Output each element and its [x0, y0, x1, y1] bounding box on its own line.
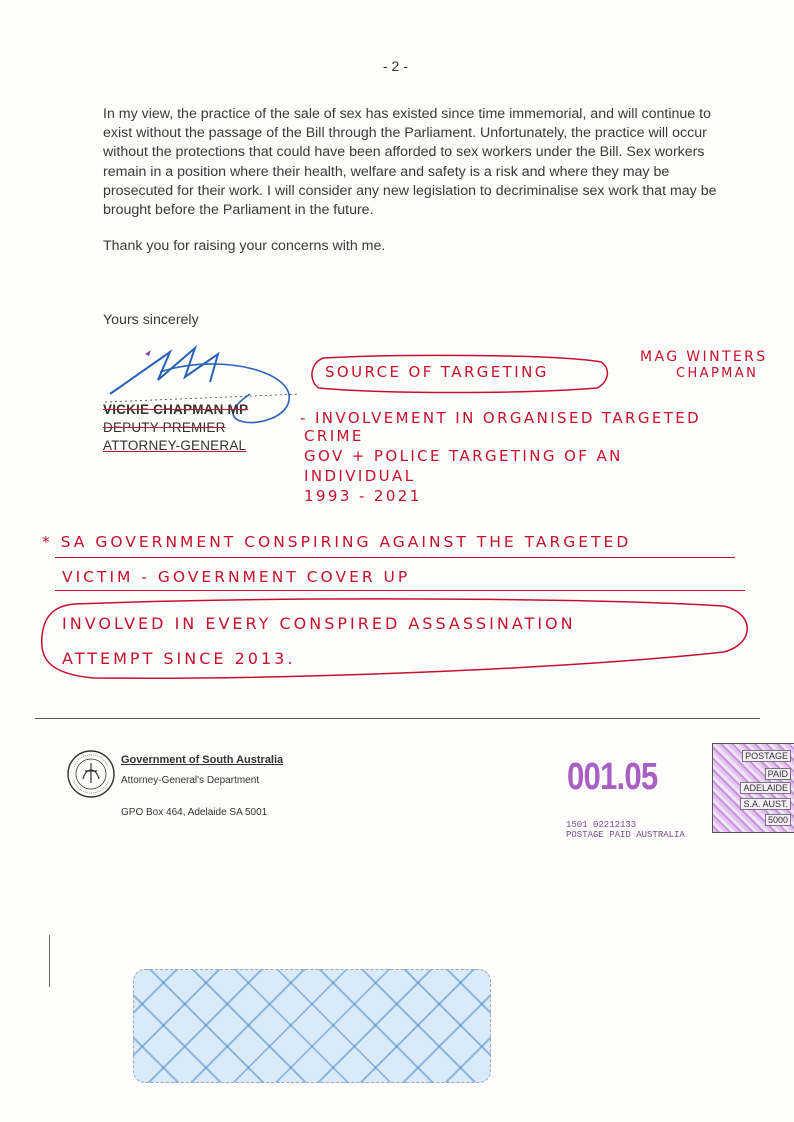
involvement-note-1: - INVOLVEMENT IN ORGANISED TARGETED — [300, 409, 702, 427]
signatory-name: VICKIE CHAPMAN MP — [103, 402, 249, 417]
letter-body — [103, 105, 723, 273]
stamp-line-2: PAID — [765, 768, 791, 780]
assassination-note-1: INVOLVED IN EVERY CONSPIRED ASSASSINATION — [62, 614, 576, 633]
assassination-box-outline — [34, 596, 760, 684]
department-address: GPO Box 464, Adelaide SA 5001 — [121, 807, 268, 818]
chapman-note: CHAPMAN — [676, 366, 759, 381]
conspiracy-underline-1 — [55, 557, 735, 558]
margin-mark — [49, 935, 50, 987]
south-australia-crest-icon — [66, 749, 116, 799]
involvement-note-3: GOV + POLICE TARGETING OF AN — [304, 447, 623, 465]
signatory-title-2: ATTORNEY-GENERAL — [103, 438, 247, 453]
stamp-line-5: 5000 — [765, 814, 791, 826]
postage-stamp — [712, 743, 794, 833]
postage-code — [566, 820, 685, 840]
stamp-line-4: S.A. AUST. — [740, 798, 791, 810]
conspiracy-note-1: * SA GOVERNMENT CONSPIRING AGAINST THE TARGETED — [42, 533, 632, 551]
conspiracy-note-2: VICTIM - GOVERNMENT COVER UP — [62, 568, 411, 586]
mag-winters-note: MAG WINTERS — [640, 349, 768, 365]
postage-code-line-2: POSTAGE PAID AUSTRALIA — [566, 830, 685, 840]
closing: Yours sincerely — [103, 312, 199, 328]
envelope-window — [133, 969, 491, 1083]
government-name: Government of South Australia — [121, 754, 284, 766]
stamp-line-3: ADELAIDE — [740, 782, 791, 794]
paragraph-main: In my view, the practice of the sale of sex has existed since time immemorial, and will continue to exist without the passage of the Bill through the Parliament. Unfortunately, the practice will occur without the protections that could have been afforded to sex workers under the Bill. Sex workers remain in a position where their health, welfare and safety is a risk and where they may be prosecuted for their work. I will consider any new legislation to decriminalise sex work that may be brought before the Parliament in the future. — [103, 106, 717, 219]
page-number: - 2 - — [383, 58, 408, 74]
stamp-line-1: POSTAGE — [742, 750, 791, 762]
signature-icon — [100, 332, 320, 432]
conspiracy-underline-2 — [55, 590, 745, 591]
involvement-note-2: CRIME — [304, 427, 364, 445]
involvement-note-4: INDIVIDUAL — [304, 467, 416, 485]
department-name: Attorney-General's Department — [121, 775, 260, 786]
assassination-note-2: ATTEMPT SINCE 2013. — [62, 649, 296, 668]
paragraph-thanks: Thank you for raising your concerns with me. — [103, 238, 386, 255]
postage-amount: 001.05 — [567, 756, 658, 798]
source-of-targeting-note: SOURCE OF TARGETING — [325, 363, 549, 381]
postage-code-line-1: 1501 02212133 — [566, 820, 637, 830]
involvement-note-5: 1993 - 2021 — [304, 487, 422, 505]
footer-divider — [35, 718, 760, 719]
signatory-title-1: DEPUTY PREMIER — [103, 420, 226, 435]
